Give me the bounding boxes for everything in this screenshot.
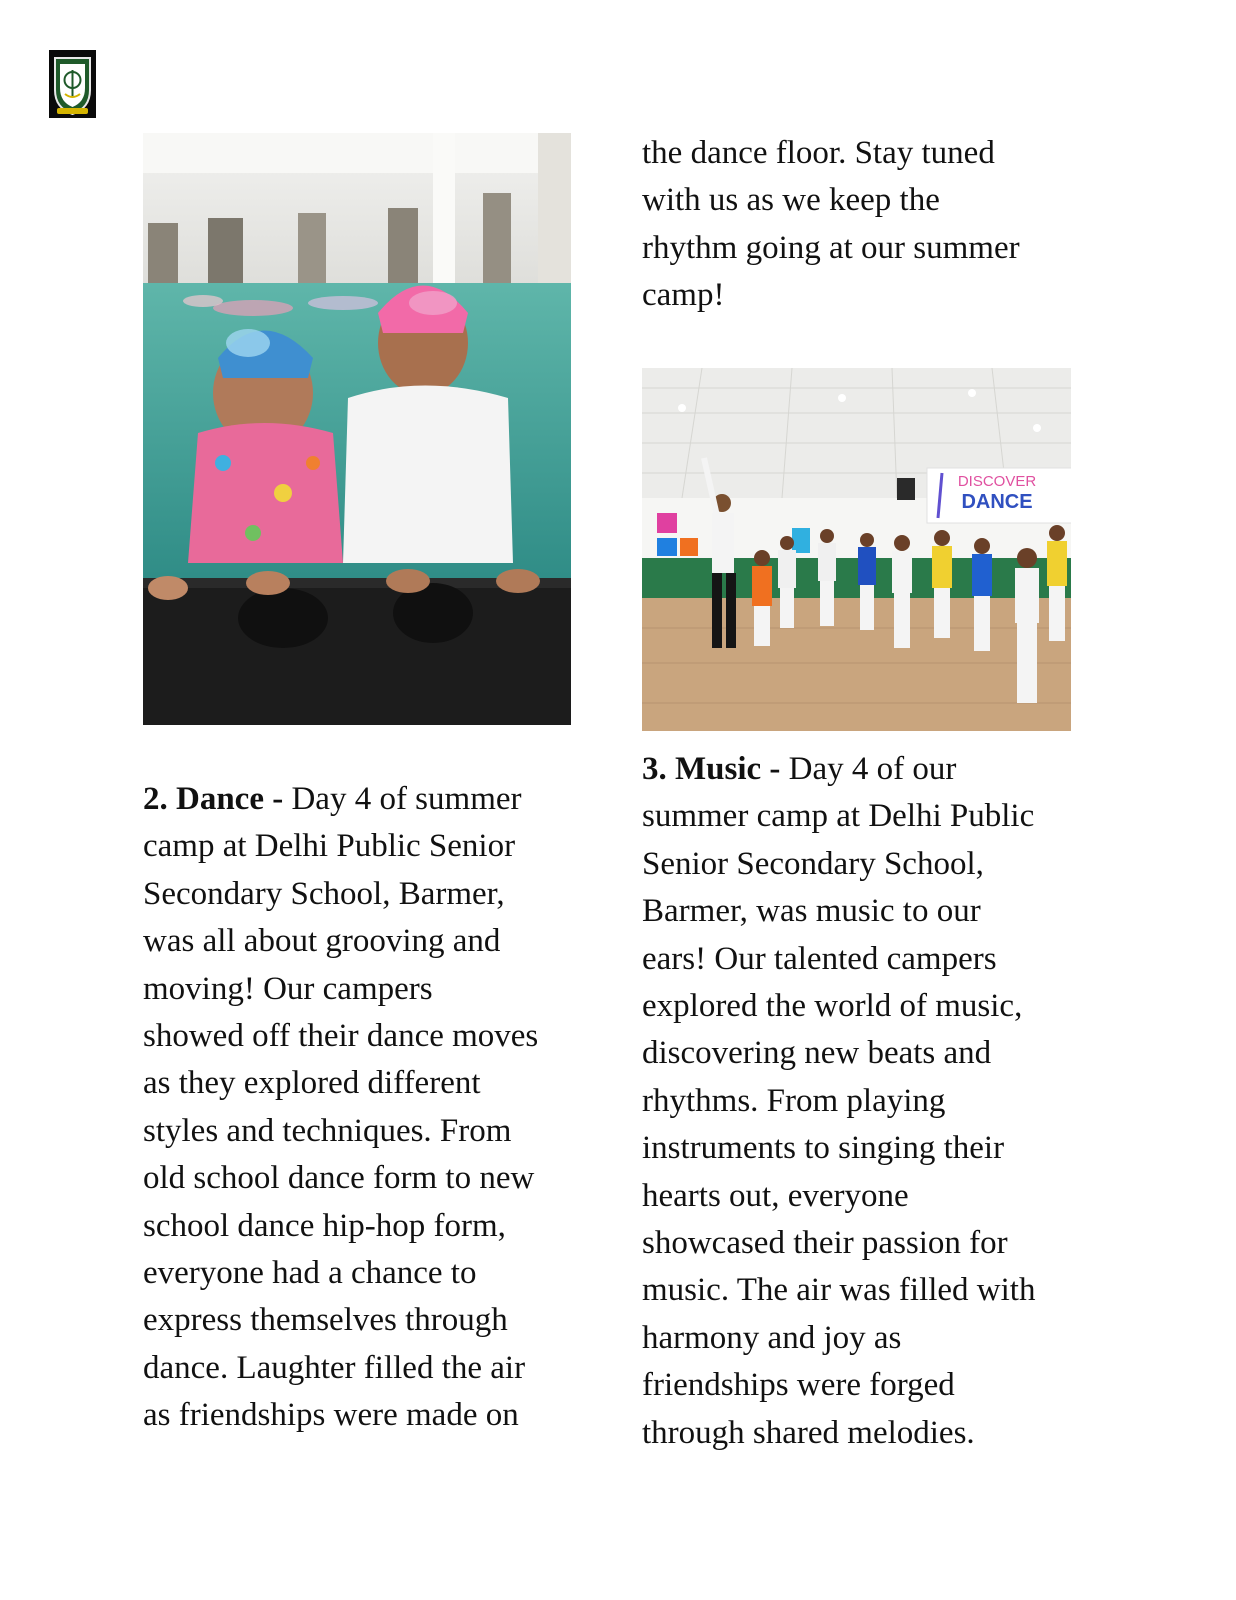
text-line: ears! Our talented campers [642,940,997,977]
text-line: rhythm going at our summer [642,229,1020,266]
text-line: through shared melodies. [642,1414,975,1451]
dance-paragraph [143,776,583,1440]
text-line: camp at Delhi Public Senior [143,828,516,865]
text-line: rhythms. From playing [642,1082,946,1119]
text-line: with us as we keep the [642,182,940,219]
text-line: moving! Our campers [143,970,433,1007]
text-line: the dance floor. Stay tuned [642,135,995,171]
text-line: instruments to singing their [642,1130,1005,1167]
text-line: hearts out, everyone [642,1177,909,1214]
text-line: discovering new beats and [642,1035,992,1072]
text-line: camp! [642,277,725,314]
dance-class-photo [642,368,1071,731]
text-line: showcased their passion for [642,1225,1008,1262]
music-paragraph [642,746,1082,1457]
text-line: Senior Secondary School, [642,845,984,882]
swimming-pool-photo [143,133,571,725]
dance-continuation-text [642,130,1082,320]
text-line: as friendships were made on [143,1397,519,1434]
text-line: music. The air was filled with [642,1272,1036,1309]
banner-line-2: DANCE [961,491,1033,513]
music-heading: 3. Music - [642,751,781,787]
text-line: friendships were forged [642,1367,955,1404]
school-crest-icon [49,50,96,118]
banner-line-1: DISCOVER [957,473,1037,490]
text-line: Barmer, was music to our [642,893,981,930]
text-line: explored the world of music, [642,988,1023,1025]
text-line: showed off their dance moves [143,1018,539,1055]
text-line: Secondary School, Barmer, [143,875,505,912]
text-line: was all about grooving and [143,923,501,960]
music-first-line-text: Day 4 of our [780,751,957,787]
text-line: old school dance form to new [143,1160,535,1197]
text-line: as they explored different [143,1065,481,1102]
text-line: everyone had a chance to [143,1255,477,1292]
dance-heading: 2. Dance - [143,781,284,817]
dance-first-line-text: Day 4 of summer [283,781,522,817]
paragraph-first-line [143,776,583,823]
text-line: harmony and joy as [642,1319,902,1356]
text-line: dance. Laughter filled the air [143,1349,526,1386]
paragraph-first-line [642,746,1082,793]
text-line: express themselves through [143,1302,508,1339]
text-line: school dance hip-hop form, [143,1207,506,1244]
text-line: styles and techniques. From [143,1112,512,1149]
text-line: summer camp at Delhi Public [642,798,1035,835]
